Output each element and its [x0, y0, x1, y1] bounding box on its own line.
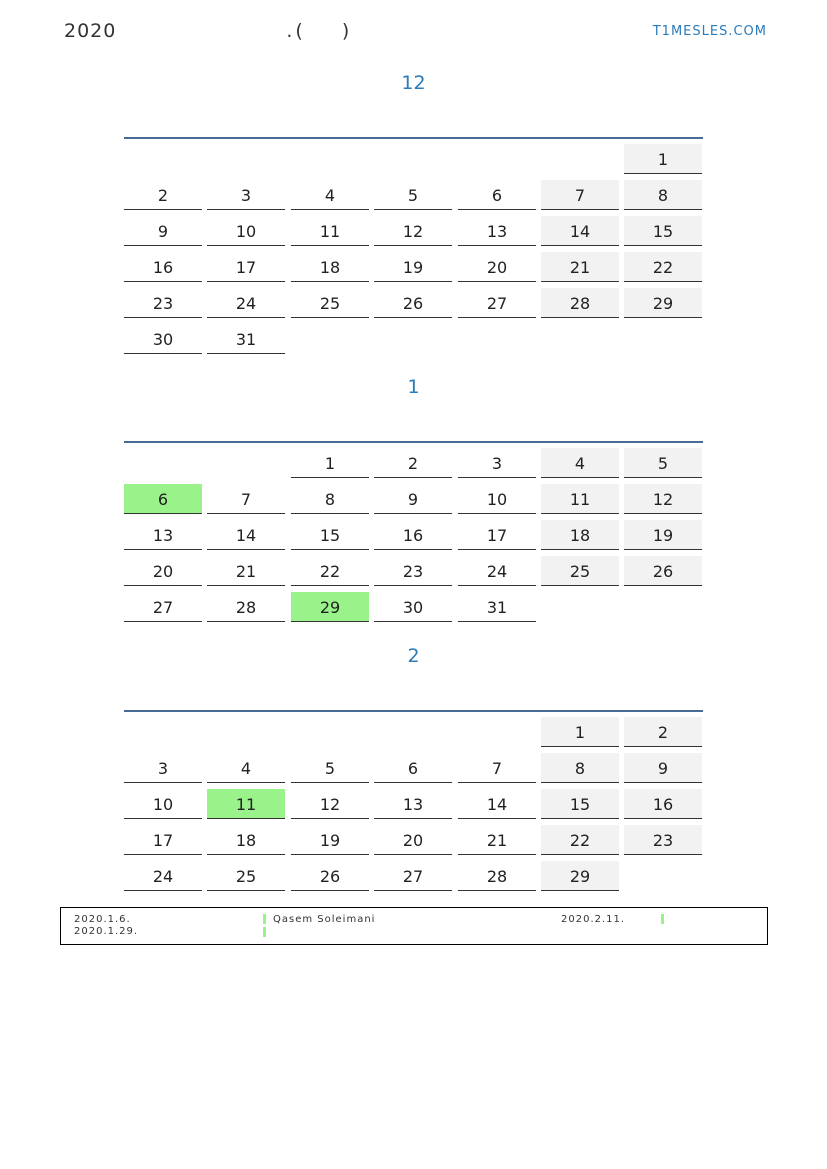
day-cell[interactable]: 26	[291, 861, 369, 891]
title-close: )	[341, 20, 351, 42]
month-header-rule	[124, 441, 703, 443]
day-cell[interactable]: 8	[291, 484, 369, 514]
day-cell[interactable]: 19	[624, 520, 702, 550]
day-cell[interactable]: 29	[291, 592, 369, 622]
day-cell[interactable]: 7	[541, 180, 619, 210]
note-name: Qasem Soleimani	[273, 914, 376, 925]
day-cell[interactable]: 11	[207, 789, 285, 819]
day-cell[interactable]: 2	[124, 180, 202, 210]
day-cell[interactable]: 4	[541, 448, 619, 478]
day-cell[interactable]: 24	[458, 556, 536, 586]
month-title: 12	[401, 72, 426, 94]
day-cell[interactable]: 18	[207, 825, 285, 855]
day-cell[interactable]: 29	[624, 288, 702, 318]
day-cell[interactable]: 16	[124, 252, 202, 282]
day-cell[interactable]: 28	[207, 592, 285, 622]
day-cell[interactable]: 3	[207, 180, 285, 210]
day-cell[interactable]: 5	[624, 448, 702, 478]
day-cell[interactable]: 9	[624, 753, 702, 783]
day-cell[interactable]: 13	[374, 789, 452, 819]
day-cell[interactable]: 22	[624, 252, 702, 282]
day-cell[interactable]: 27	[124, 592, 202, 622]
day-cell[interactable]: 4	[207, 753, 285, 783]
day-cell[interactable]: 10	[207, 216, 285, 246]
day-cell[interactable]: 23	[124, 288, 202, 318]
holiday-marker	[661, 914, 664, 924]
day-cell[interactable]: 26	[374, 288, 452, 318]
day-cell[interactable]: 24	[124, 861, 202, 891]
holiday-marker	[263, 927, 266, 937]
day-cell[interactable]: 20	[124, 556, 202, 586]
day-cell[interactable]: 16	[374, 520, 452, 550]
day-cell[interactable]: 2	[624, 717, 702, 747]
day-cell[interactable]: 22	[291, 556, 369, 586]
day-cell[interactable]: 21	[458, 825, 536, 855]
day-cell[interactable]: 11	[291, 216, 369, 246]
day-cell[interactable]: 14	[207, 520, 285, 550]
day-cell[interactable]: 17	[458, 520, 536, 550]
day-cell[interactable]: 3	[458, 448, 536, 478]
day-cell[interactable]: 3	[124, 753, 202, 783]
note-date-1: 2020.1.6.	[74, 914, 131, 925]
day-cell[interactable]: 24	[207, 288, 285, 318]
day-cell[interactable]: 14	[458, 789, 536, 819]
day-cell[interactable]: 1	[541, 717, 619, 747]
title-fragment: .(	[286, 20, 306, 42]
day-cell[interactable]: 4	[291, 180, 369, 210]
day-cell[interactable]: 9	[374, 484, 452, 514]
day-cell[interactable]: 29	[541, 861, 619, 891]
note-date-2: 2020.1.29.	[74, 926, 139, 937]
notes-box	[60, 907, 768, 945]
day-cell[interactable]: 28	[458, 861, 536, 891]
day-cell[interactable]: 13	[124, 520, 202, 550]
day-cell[interactable]: 23	[624, 825, 702, 855]
note-date-3: 2020.2.11.	[561, 914, 626, 925]
day-cell[interactable]: 10	[458, 484, 536, 514]
day-cell[interactable]: 19	[374, 252, 452, 282]
day-cell[interactable]: 17	[124, 825, 202, 855]
day-cell[interactable]: 22	[541, 825, 619, 855]
day-cell[interactable]: 25	[207, 861, 285, 891]
day-cell[interactable]: 27	[458, 288, 536, 318]
month-header-rule	[124, 710, 703, 712]
day-cell[interactable]: 15	[541, 789, 619, 819]
day-cell[interactable]: 18	[291, 252, 369, 282]
day-cell[interactable]: 30	[124, 324, 202, 354]
day-cell[interactable]: 16	[624, 789, 702, 819]
day-cell[interactable]: 6	[124, 484, 202, 514]
day-cell[interactable]: 25	[291, 288, 369, 318]
day-cell[interactable]: 2	[374, 448, 452, 478]
day-cell[interactable]: 12	[291, 789, 369, 819]
day-cell[interactable]: 6	[458, 180, 536, 210]
day-cell[interactable]: 31	[207, 324, 285, 354]
day-cell[interactable]: 28	[541, 288, 619, 318]
day-cell[interactable]: 10	[124, 789, 202, 819]
day-cell[interactable]: 15	[624, 216, 702, 246]
day-cell[interactable]: 5	[374, 180, 452, 210]
day-cell[interactable]: 20	[374, 825, 452, 855]
month-title: 2	[407, 645, 420, 667]
day-cell[interactable]: 7	[207, 484, 285, 514]
day-cell[interactable]: 8	[624, 180, 702, 210]
day-cell[interactable]: 26	[624, 556, 702, 586]
day-cell[interactable]: 17	[207, 252, 285, 282]
day-cell[interactable]: 30	[374, 592, 452, 622]
day-cell[interactable]: 21	[207, 556, 285, 586]
day-cell[interactable]: 9	[124, 216, 202, 246]
day-cell[interactable]: 11	[541, 484, 619, 514]
site-link[interactable]: T1MESLES.COM	[652, 24, 767, 39]
day-cell[interactable]: 1	[624, 144, 702, 174]
day-cell[interactable]: 25	[541, 556, 619, 586]
day-cell[interactable]: 18	[541, 520, 619, 550]
day-cell[interactable]: 13	[458, 216, 536, 246]
day-cell[interactable]: 14	[541, 216, 619, 246]
day-cell[interactable]: 23	[374, 556, 452, 586]
month-header-rule	[124, 137, 703, 139]
title-year: 2020	[64, 20, 117, 42]
holiday-marker	[263, 914, 266, 924]
day-cell[interactable]: 27	[374, 861, 452, 891]
day-cell[interactable]: 15	[291, 520, 369, 550]
day-cell[interactable]: 12	[624, 484, 702, 514]
day-cell[interactable]: 5	[291, 753, 369, 783]
day-cell[interactable]: 20	[458, 252, 536, 282]
day-cell[interactable]: 31	[458, 592, 536, 622]
day-cell[interactable]: 7	[458, 753, 536, 783]
day-cell[interactable]: 6	[374, 753, 452, 783]
day-cell[interactable]: 1	[291, 448, 369, 478]
page-title	[64, 20, 350, 42]
day-cell[interactable]: 12	[374, 216, 452, 246]
day-cell[interactable]: 21	[541, 252, 619, 282]
month-title: 1	[407, 376, 420, 398]
day-cell[interactable]: 8	[541, 753, 619, 783]
day-cell[interactable]: 19	[291, 825, 369, 855]
